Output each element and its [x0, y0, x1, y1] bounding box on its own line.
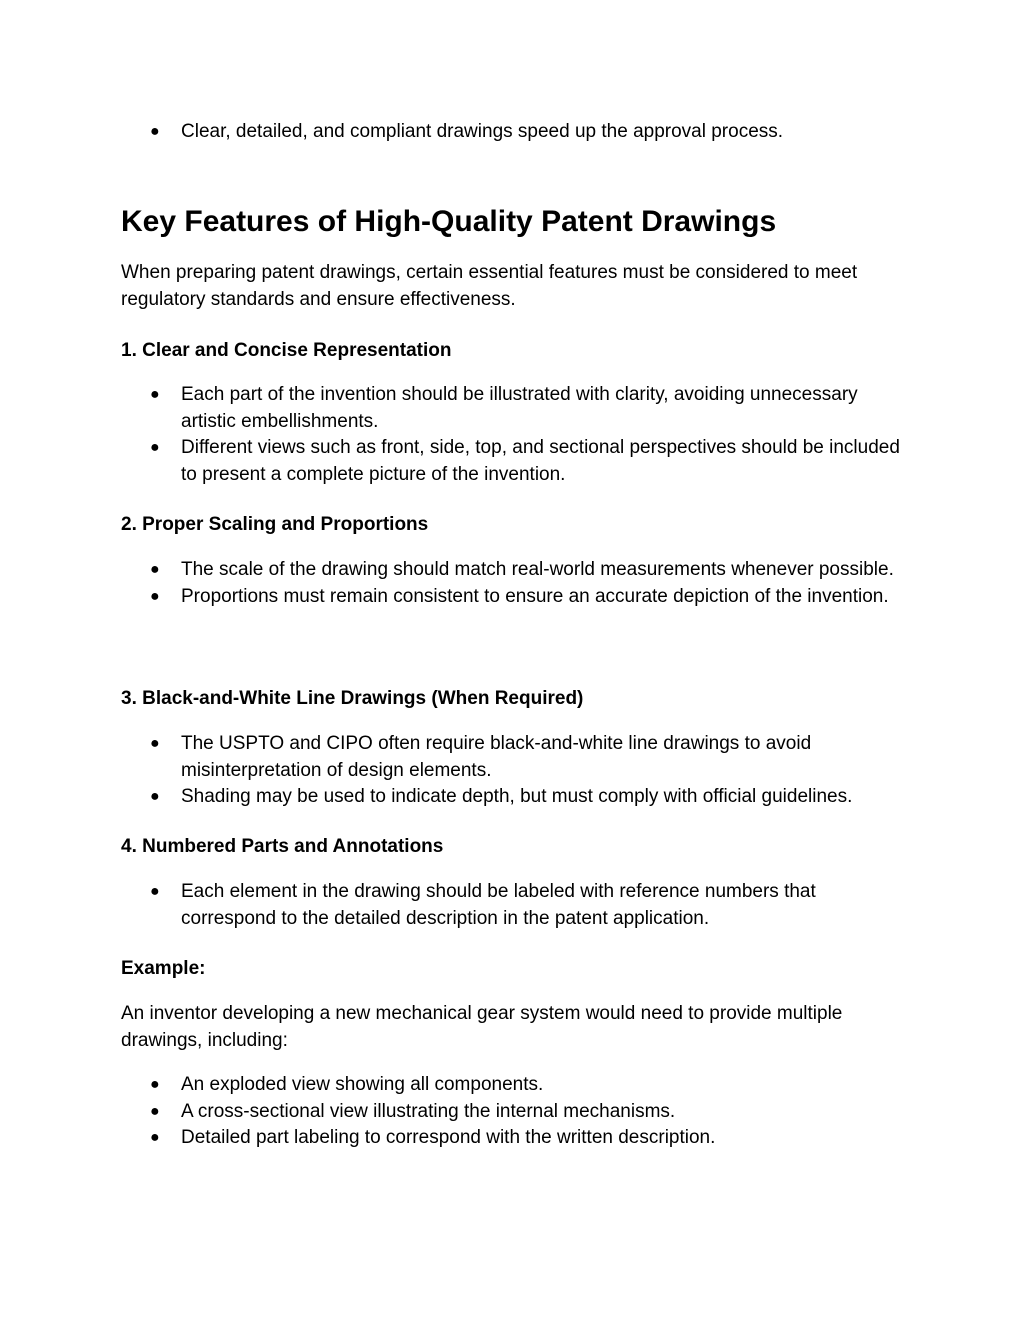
list-item: ● An exploded view showing all components. — [150, 1072, 910, 1099]
section-2-title: 2. Proper Scaling and Proportions — [121, 514, 429, 535]
section-2-list — [150, 557, 910, 610]
example-list — [150, 1072, 910, 1152]
list-item: ● The USPTO and CIPO often require black-and-white line drawings to avoid misinterpretation of design elements. — [150, 733, 812, 781]
section-4-title: 4. Numbered Parts and Annotations — [121, 836, 444, 857]
intro-bullet-list — [150, 119, 910, 146]
example-title: Example: — [121, 958, 206, 979]
list-item: ● Detailed part labeling to correspond with the written description. — [150, 1125, 910, 1152]
bullet-icon: ● — [150, 1129, 160, 1147]
list-item: ● Each part of the invention should be illustrated with clarity, avoiding unnecessary artistic embellishments. — [150, 384, 858, 432]
section-1-list — [150, 382, 910, 488]
section-3-list — [150, 731, 910, 811]
bullet-icon: ● — [150, 1076, 160, 1093]
list-item: ● Different views such as front, side, top, and sectional perspectives should be included to present a complete picture of the invention. — [150, 437, 900, 485]
bullet-icon: ● — [150, 123, 160, 140]
section-3-title: 3. Black-and-White Line Drawings (When Required) — [121, 688, 584, 709]
bullet-icon: ● — [150, 735, 160, 752]
bullet-icon: ● — [150, 561, 160, 578]
list-item: ● A cross-sectional view illustrating the internal mechanisms. — [150, 1099, 910, 1126]
bullet-icon: ● — [150, 439, 160, 457]
section-1-title: 1. Clear and Concise Representation — [121, 340, 452, 361]
bullet-icon: ● — [150, 788, 160, 806]
list-item: ● Each element in the drawing should be labeled with reference numbers that correspond to the detailed description in the patent application. — [150, 881, 816, 929]
section-4-list — [150, 879, 910, 932]
page-title: Key Features of High-Quality Patent Drawings — [121, 205, 777, 238]
list-item: ● The scale of the drawing should match real-world measurements whenever possible. — [150, 557, 910, 584]
bullet-icon: ● — [150, 1102, 160, 1120]
bullet-icon: ● — [150, 883, 160, 900]
bullet-icon: ● — [150, 587, 160, 605]
list-item: ● Clear, detailed, and compliant drawings speed up the approval process. — [150, 119, 910, 146]
example-paragraph: An inventor developing a new mechanical gear system would need to provide multiple drawings, including: — [121, 1003, 843, 1051]
intro-paragraph: When preparing patent drawings, certain essential features must be considered to meet regulatory standards and ensure effectiveness. — [121, 262, 858, 310]
bullet-icon: ● — [150, 386, 160, 403]
list-item: ● Shading may be used to indicate depth, but must comply with official guidelines. — [150, 784, 910, 811]
list-item: ● Proportions must remain consistent to ensure an accurate depiction of the invention. — [150, 584, 910, 611]
